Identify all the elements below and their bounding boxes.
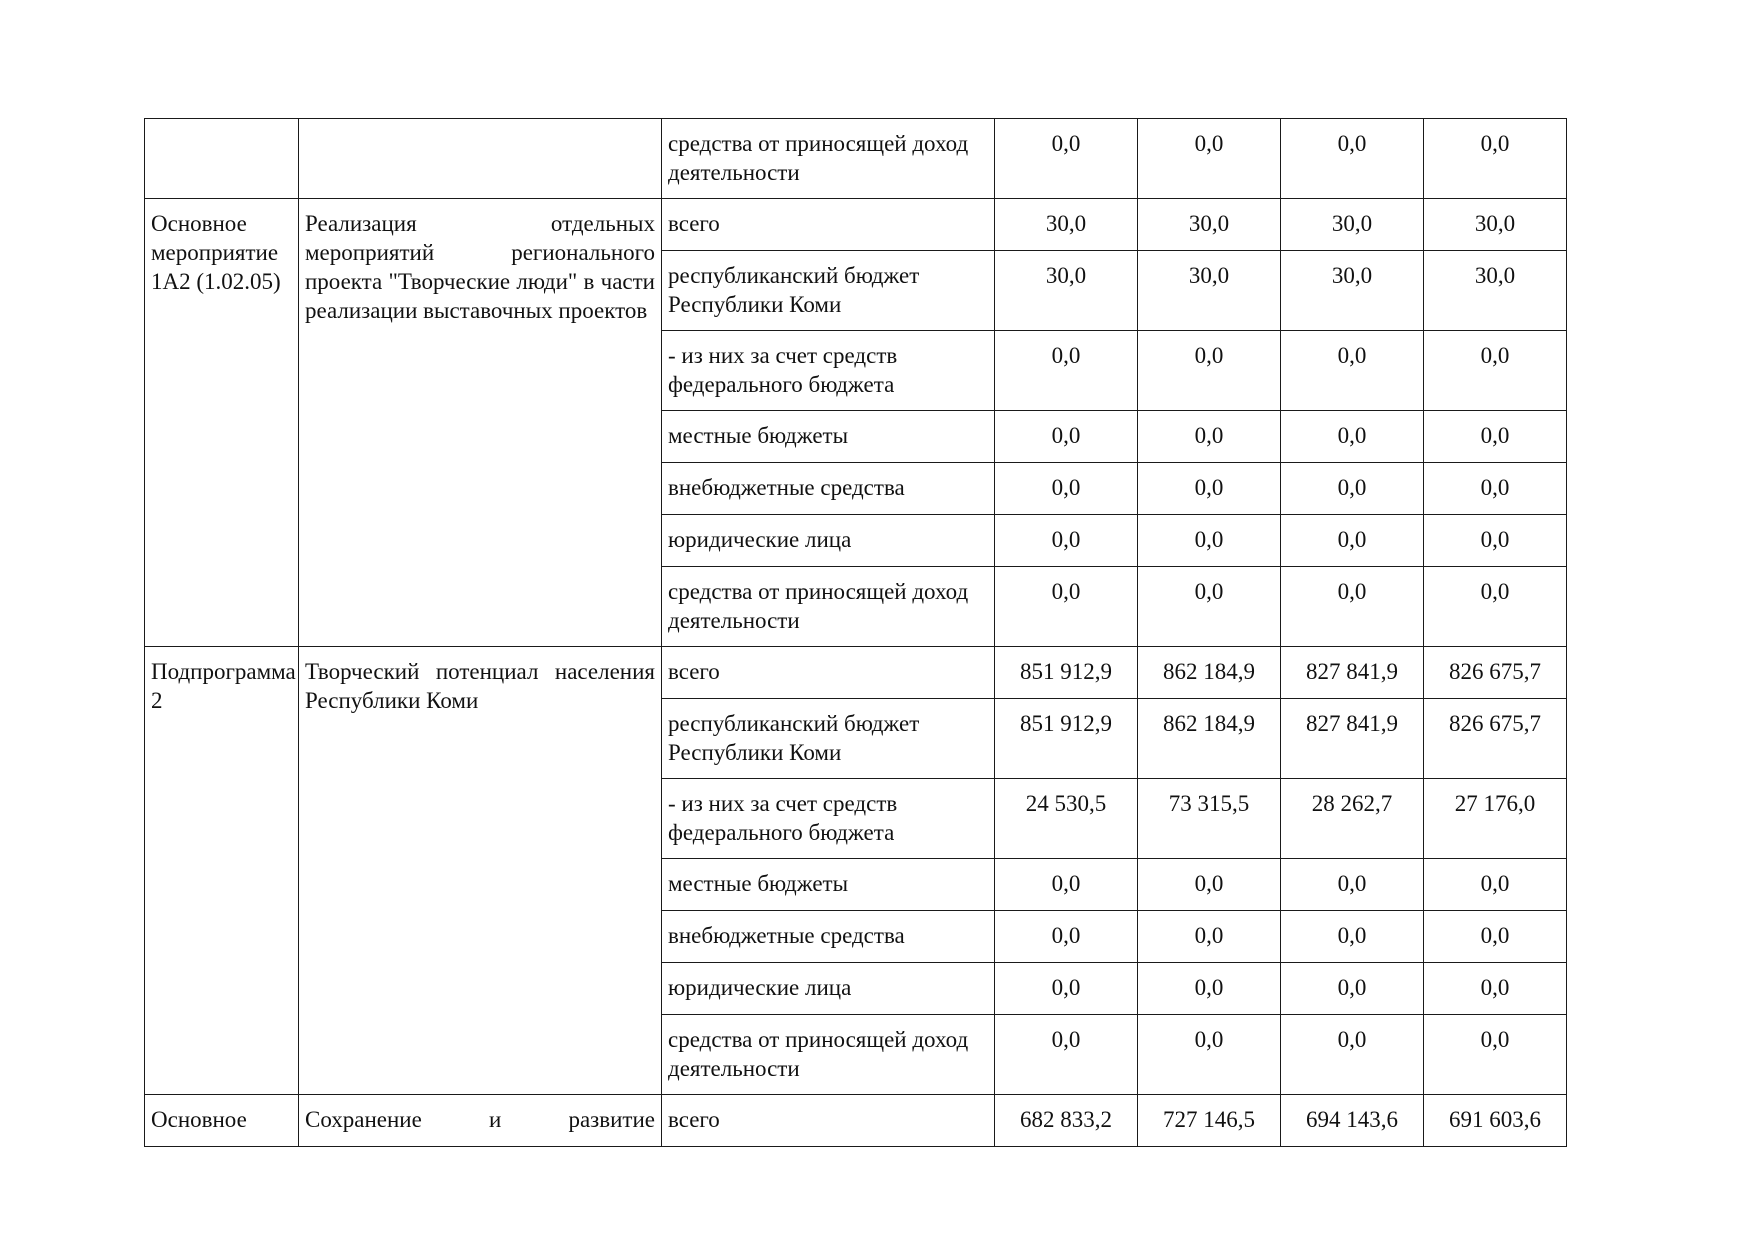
value-cell: 0,0	[995, 411, 1138, 463]
value-cell: 0,0	[1281, 119, 1424, 199]
value-cell: 0,0	[1281, 411, 1424, 463]
value-cell: 0,0	[1138, 911, 1281, 963]
value-cell: 727 146,5	[1138, 1095, 1281, 1147]
name-cell: Творческий потенциал населения Республики Коми	[299, 647, 662, 1095]
value-cell: 851 912,9	[995, 647, 1138, 699]
value-cell: 0,0	[995, 463, 1138, 515]
table-row	[145, 199, 1567, 251]
source-cell: республиканский бюджет Республики Коми	[662, 699, 995, 779]
source-cell: средства от приносящей доход деятельности	[662, 1015, 995, 1095]
value-cell: 0,0	[1424, 463, 1567, 515]
source-cell: всего	[662, 1095, 995, 1147]
source-cell: республиканский бюджет Республики Коми	[662, 251, 995, 331]
value-cell: 827 841,9	[1281, 699, 1424, 779]
value-cell: 0,0	[1281, 963, 1424, 1015]
value-cell: 0,0	[995, 1015, 1138, 1095]
value-cell: 30,0	[1138, 199, 1281, 251]
value-cell: 30,0	[1424, 251, 1567, 331]
value-cell: 0,0	[1138, 331, 1281, 411]
value-cell: 30,0	[995, 251, 1138, 331]
value-cell: 691 603,6	[1424, 1095, 1567, 1147]
value-cell: 0,0	[1424, 963, 1567, 1015]
value-cell: 0,0	[1281, 1015, 1424, 1095]
value-cell: 73 315,5	[1138, 779, 1281, 859]
value-cell: 0,0	[1424, 1015, 1567, 1095]
value-cell: 826 675,7	[1424, 647, 1567, 699]
value-cell: 0,0	[1138, 515, 1281, 567]
financing-table	[144, 118, 1567, 1147]
value-cell: 30,0	[1424, 199, 1567, 251]
value-cell: 0,0	[1281, 859, 1424, 911]
value-cell: 0,0	[1424, 859, 1567, 911]
value-cell: 0,0	[995, 515, 1138, 567]
source-cell: юридические лица	[662, 963, 995, 1015]
source-cell: - из них за счет средств федерального бюджета	[662, 331, 995, 411]
value-cell: 24 530,5	[995, 779, 1138, 859]
value-cell: 0,0	[995, 859, 1138, 911]
source-cell: всего	[662, 647, 995, 699]
source-cell: внебюджетные средства	[662, 463, 995, 515]
source-cell: средства от приносящей доход деятельности	[662, 567, 995, 647]
value-cell: 0,0	[1138, 463, 1281, 515]
value-cell: 0,0	[995, 911, 1138, 963]
value-cell: 0,0	[1138, 567, 1281, 647]
value-cell: 0,0	[1281, 911, 1424, 963]
value-cell: 27 176,0	[1424, 779, 1567, 859]
value-cell: 827 841,9	[1281, 647, 1424, 699]
value-cell: 0,0	[1424, 911, 1567, 963]
value-cell: 28 262,7	[1281, 779, 1424, 859]
value-cell: 694 143,6	[1281, 1095, 1424, 1147]
value-cell: 0,0	[995, 963, 1138, 1015]
value-cell: 0,0	[995, 119, 1138, 199]
source-cell: юридические лица	[662, 515, 995, 567]
value-cell: 30,0	[1281, 199, 1424, 251]
value-cell: 0,0	[1424, 515, 1567, 567]
value-cell: 826 675,7	[1424, 699, 1567, 779]
value-cell: 0,0	[995, 567, 1138, 647]
value-cell: 0,0	[1138, 1015, 1281, 1095]
value-cell: 0,0	[1424, 119, 1567, 199]
value-cell: 30,0	[1281, 251, 1424, 331]
value-cell: 0,0	[1138, 963, 1281, 1015]
source-cell: местные бюджеты	[662, 411, 995, 463]
value-cell: 0,0	[1424, 411, 1567, 463]
code-cell-empty	[145, 119, 299, 199]
value-cell: 851 912,9	[995, 699, 1138, 779]
source-cell: внебюджетные средства	[662, 911, 995, 963]
value-cell: 862 184,9	[1138, 647, 1281, 699]
value-cell: 862 184,9	[1138, 699, 1281, 779]
source-cell: - из них за счет средств федерального бюджета	[662, 779, 995, 859]
code-cell: Основное мероприятие 1А2 (1.02.05)	[145, 199, 299, 647]
value-cell: 0,0	[1138, 859, 1281, 911]
source-cell: средства от приносящей доход деятельности	[662, 119, 995, 199]
value-cell: 0,0	[1424, 331, 1567, 411]
source-cell: местные бюджеты	[662, 859, 995, 911]
value-cell: 0,0	[1138, 119, 1281, 199]
name-cell: Реализация отдельных мероприятий регионального проекта "Творческие люди" в части реализации выставочных проектов	[299, 199, 662, 647]
name-cell: Сохранение и развитие	[299, 1095, 662, 1147]
value-cell: 0,0	[1281, 567, 1424, 647]
table-row	[145, 1095, 1567, 1147]
name-cell-empty	[299, 119, 662, 199]
value-cell: 30,0	[1138, 251, 1281, 331]
value-cell: 0,0	[1281, 331, 1424, 411]
code-cell: Основное	[145, 1095, 299, 1147]
source-cell: всего	[662, 199, 995, 251]
value-cell: 0,0	[1281, 463, 1424, 515]
table-row	[145, 119, 1567, 199]
value-cell: 0,0	[1281, 515, 1424, 567]
value-cell: 0,0	[1424, 567, 1567, 647]
code-cell: Подпрограмма 2	[145, 647, 299, 1095]
value-cell: 0,0	[1138, 411, 1281, 463]
value-cell: 682 833,2	[995, 1095, 1138, 1147]
value-cell: 0,0	[995, 331, 1138, 411]
table-row	[145, 647, 1567, 699]
value-cell: 30,0	[995, 199, 1138, 251]
